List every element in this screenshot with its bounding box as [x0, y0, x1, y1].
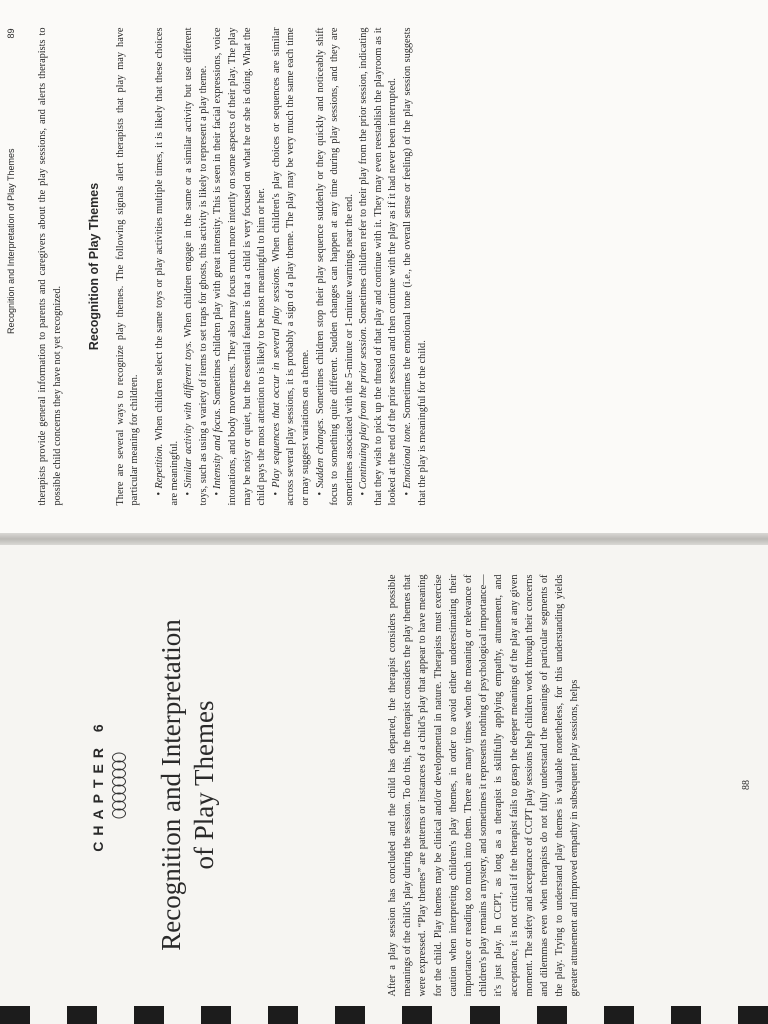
bullet-item: • Repetition. When children select the same toys or play activities multiple times, it is likely that these choices are meaningful. — [153, 27, 180, 505]
continued-paragraph: therapists provide general information to parents and caregivers about the play sessions, and alerts therapists to possible child concerns they have not yet recognized. — [37, 27, 63, 505]
bullet-item: • Sudden changes. Sometimes children stop their play sequence suddenly or they quickly and noticeably shift focus to something quite different. Sudden changes can happen at any time during play sessions, and they are sometimes associated with the 5-minute or 1-minute warnings near the end. — [314, 27, 355, 505]
chapter-title-line2: of Play Themes — [189, 700, 219, 869]
bullet-item: • Play sequences that occur in several play sessions. When children's play choices or sequences are similar across several play sessions, it is probably a sign of a play theme. The play may be very much the same each time or may suggest variations on a theme. — [270, 27, 311, 505]
bullet-item: • Continuing play from the prior session. Sometimes children refer to their play from the prior session, indicating that they wish to pick up the thread of that play and continue with it. They may even reestablish the playroom as it looked at the end of the prior session and then continue with the play as if it had never been interrupted. — [358, 27, 399, 505]
intro-paragraph: There are several ways to recognize play themes. The following signals alert therapists that play may have particular meaning for children. — [114, 27, 141, 505]
chapter-label: CHAPTER 6 — [90, 717, 106, 852]
bullet-item: • Intensity and focus. Sometimes children play with great intensity. This is seen in their facial expressions, voice intonations, and body movements. They also may focus much more intently on some aspects of their play. The play may be noisy or quiet, but the essential feature is that a child is very focused on what he or she is doing. What the child pays the most attention to is likely to be most meaningful to him or her. — [212, 26, 268, 505]
chapter-ornament — [112, 753, 126, 817]
left-page-content — [0, 545, 768, 1024]
binding-edge — [0, 998, 768, 1024]
running-head — [6, 28, 16, 505]
bullet-item: • Similar activity with different toys. When children engage in the same or a similar activity but use different toys, such as using a variety of items to set traps for ghosts, this activity is likely to represent a play theme. — [183, 27, 209, 505]
section-heading: Recognition of Play Themes — [87, 182, 102, 350]
chapter-title — [155, 545, 221, 1024]
running-head-title: Recognition and Interpretation of Play Themes — [6, 148, 16, 334]
page-number-right: 89 — [6, 28, 16, 39]
page-number-left: 88 — [741, 779, 752, 790]
right-page-body — [36, 27, 430, 505]
bullet-item: • Emotional tone. Sometimes the emotional tone (i.e., the overall sense or feeling) of the play session suggests that the play is meaningful for the child. — [402, 26, 428, 505]
left-page-body: After a play session has concluded and the child has departed, the therapist considers possible meanings of the child's play during the session. To do this, the therapist considers the play themes that were expressed. “Play themes” are patterns or instances of a child's play that appear to have meaning for the child. Play themes may be clinical and/or developmental in nature. Therapists must exercise caution when interpreting children's play themes, in order to avoid either underestimating their importance or reading too much into them. There are many times when the meaning or relevance of children's play remains a mystery, and sometimes it represents nothing of psychological importance—it's just play. In CCPT, as long as a therapist is skillfully applying empathy, attunement, and acceptance, it is not critical if the therapist fails to grasp the deeper meanings of the play at any given moment. The safety and acceptance of CCPT play sessions help children work through their concerns and dilemmas even when therapists do not fully understand the meanings of particular segments of the play. Trying to understand play themes is valuable nonetheless, for this understanding yields greater attunement and improved empathy in subsequent play sessions, helps — [387, 574, 581, 996]
left-page — [0, 545, 768, 1024]
book-gutter — [0, 533, 768, 545]
chapter-title-line1: Recognition and Interpretation — [156, 618, 186, 951]
